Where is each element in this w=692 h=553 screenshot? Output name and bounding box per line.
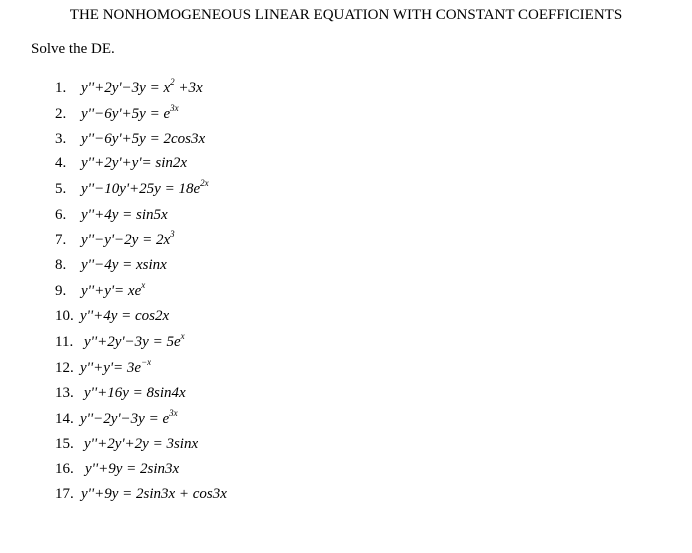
problem-equation: y''+9y = 2sin3x + cos3x xyxy=(81,486,227,502)
problem-equation: y''−6y'+5y = 2cos3x xyxy=(81,131,206,147)
problem-number: 14. xyxy=(55,411,74,427)
problem-number: 4. xyxy=(55,155,67,171)
problem-item xyxy=(55,255,167,275)
problem-number: 9. xyxy=(55,283,67,299)
problem-item xyxy=(55,484,227,504)
problem-equation: $y''+2y'-3y = x^2 +3x$ xyxy=(81,77,203,96)
problem-number: 3. xyxy=(55,131,67,147)
problem-item xyxy=(55,205,168,225)
problem-number: 6. xyxy=(55,207,67,223)
problem-number: 7. xyxy=(55,232,67,248)
problem-item xyxy=(55,153,187,173)
problem-equation: $y''-y'-2y = 2x^3$ xyxy=(81,229,175,248)
problem-item xyxy=(55,129,205,149)
page-title: THE NONHOMOGENEOUS LINEAR EQUATION WITH CONSTANT COEFFICIENTS xyxy=(69,7,623,23)
problem-item xyxy=(55,332,185,352)
problem-number: 15. xyxy=(55,436,74,452)
problem-item xyxy=(55,78,203,98)
problem-item xyxy=(55,434,198,454)
problem-item xyxy=(55,358,151,378)
problem-item xyxy=(55,306,169,326)
problem-number: 10. xyxy=(55,308,74,324)
problem-item xyxy=(55,383,186,403)
problem-equation: y''−4y = xsinx xyxy=(81,257,167,273)
problem-equation: y''+2y'+2y = 3sinx xyxy=(84,436,199,452)
problem-number: 16. xyxy=(55,461,74,477)
problem-equation: y''+16y = 8sin4x xyxy=(84,385,186,401)
problem-item xyxy=(55,281,145,301)
problem-equation: $y''-6y'+5y = e^{3x}$ xyxy=(81,103,179,122)
problem-number: 17. xyxy=(55,486,74,502)
problem-item xyxy=(55,459,179,479)
problem-item xyxy=(55,409,178,429)
problem-number: 13. xyxy=(55,385,74,401)
problem-item xyxy=(55,230,175,250)
problem-equation: y''+4y = sin5x xyxy=(81,207,168,223)
problem-equation: $y''+y'= xe^x$ xyxy=(81,280,146,299)
problem-number: 8. xyxy=(55,257,67,273)
problem-number: 1. xyxy=(55,80,67,96)
problem-equation: $y''-10y'+25y = 18e^{2x}$ xyxy=(81,178,209,197)
problem-number: 12. xyxy=(55,360,74,376)
instruction-text: Solve the DE. xyxy=(31,41,115,57)
problem-number: 5. xyxy=(55,181,67,197)
problem-equation: y''+2y'+y'= sin2x xyxy=(81,155,188,171)
problem-equation: $y''-2y'-3y = e^{3x}$ xyxy=(80,408,178,427)
problem-equation: $y''+y'= 3e^{-x}$ xyxy=(80,357,152,376)
problem-item xyxy=(55,179,209,199)
problem-number: 11. xyxy=(55,334,74,350)
problem-equation: y''+4y = cos2x xyxy=(80,308,170,324)
problem-equation: $y''+2y'-3y = 5e^x$ xyxy=(84,331,185,350)
problem-equation: y''+9y = 2sin3x xyxy=(85,461,180,477)
problem-item xyxy=(55,104,179,124)
problem-number: 2. xyxy=(55,106,67,122)
